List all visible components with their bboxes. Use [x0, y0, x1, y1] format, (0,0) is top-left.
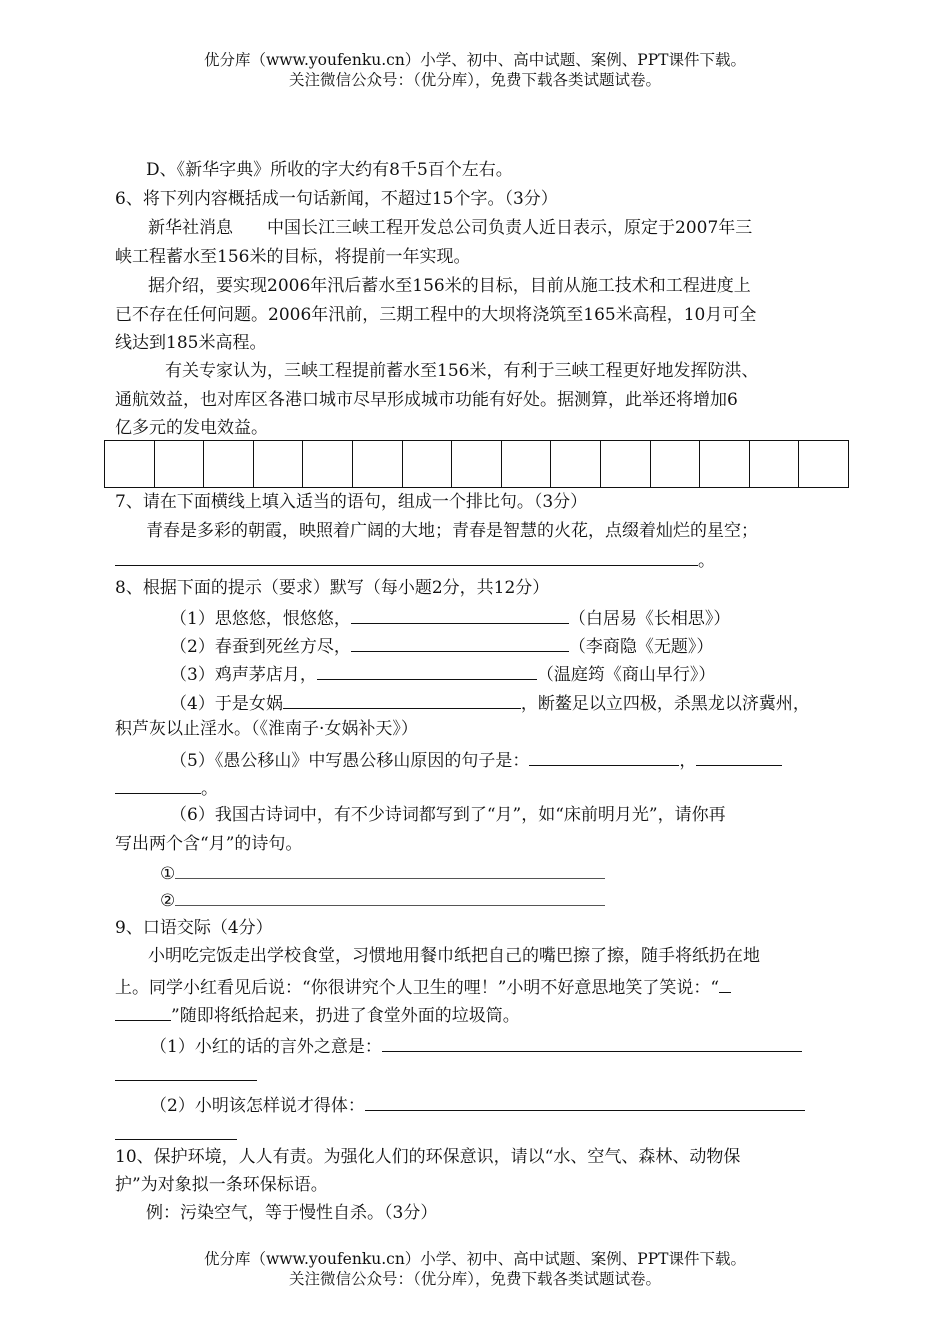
q8-item-5-blank-1[interactable] — [529, 747, 679, 766]
grid-cell[interactable] — [253, 441, 303, 488]
grid-cell[interactable] — [650, 441, 700, 488]
grid-cell[interactable] — [600, 441, 650, 488]
q9-story-text-3: ”随即将纸拾起来，扔进了食堂外面的垃圾筒。 — [171, 1006, 520, 1026]
q6-news-line: 据介绍，要实现2006年汛后蓄水至156米的目标，目前从施工技术和工程进度上 — [148, 276, 751, 296]
q8-item-4-pre: （4）于是女娲 — [170, 694, 283, 714]
q10-line-1: 10、保护环境，人人有责。为强化人们的环保意识，请以“水、空气、森林、动物保 — [115, 1147, 741, 1167]
q9-story-line — [115, 974, 731, 999]
q6-news-line: 通航效益，也对库区各港口城市尽早形成城市功能有好处。据测算，此举还将增加6 — [115, 390, 738, 410]
q9-sub-1-blank[interactable] — [382, 1033, 802, 1052]
q6-news-line: 亿多元的发电效益。 — [115, 418, 268, 438]
q7-prompt: 7、请在下面横线上填入适当的语句，组成一个排比句。（3分） — [115, 492, 588, 512]
q8-item-2 — [170, 633, 713, 658]
grid-cell[interactable] — [749, 441, 799, 488]
q9-sub-1 — [150, 1033, 802, 1058]
q8-item-6-blank-1[interactable] — [175, 862, 605, 879]
q8-item-2-pre: （2）春蚕到死丝方尽， — [170, 637, 351, 657]
q7-text: 青春是多彩的朝霞，映照着广阔的大地；青春是智慧的火花，点缀着灿烂的星空； — [146, 521, 758, 541]
q8-item-6-answer-1 — [160, 862, 605, 885]
q9-prompt: 9、口语交际（4分） — [115, 918, 273, 938]
q8-item-1-post: （白居易《长相思》） — [568, 609, 731, 629]
footer-line-2: 关注微信公众号：（优分库），免费下载各类试题试卷。 — [288, 1270, 661, 1288]
grid-cell[interactable] — [105, 441, 155, 488]
q8-item-5-mid: ， — [679, 751, 697, 771]
q8-item-5-cont — [115, 775, 218, 800]
q7-end: 。 — [698, 551, 715, 571]
grid-cell[interactable] — [700, 441, 750, 488]
q6-news-line: 有关专家认为，三峡工程提前蓄水至156米，有利于三峡工程更好地发挥防洪、 — [165, 361, 759, 381]
q10-line-2: 护”为对象拟一条环保标语。 — [115, 1175, 328, 1195]
q6-news-line: 峡工程蓄水至156米的目标，将提前一年实现。 — [115, 247, 471, 267]
page-header — [0, 50, 950, 90]
q8-item-5 — [170, 747, 782, 772]
q7-answer-line — [115, 547, 715, 572]
q9-sub-2-cont — [115, 1121, 237, 1146]
header-line-2: 关注微信公众号：（优分库），免费下载各类试题试卷。 — [288, 71, 661, 89]
q8-item-5-blank-3[interactable] — [115, 775, 201, 794]
grid-cell[interactable] — [154, 441, 204, 488]
q7-blank[interactable] — [115, 547, 698, 566]
q9-story-text: 上。同学小红看见后说：“你很讲究个人卫生的哩！”小明不好意思地笑了笑说：“ — [115, 978, 720, 998]
page-footer — [0, 1249, 950, 1289]
q8-item-3-post: （温庭筠《商山早行》） — [536, 665, 716, 685]
q9-story-line: 小明吃完饭走出学校食堂，习惯地用餐巾纸把自己的嘴巴擦了擦，随手将纸扔在地 — [148, 946, 760, 966]
q9-sub-2-blank-2[interactable] — [115, 1121, 237, 1140]
q8-item-1 — [170, 605, 730, 630]
q8-item-1-blank[interactable] — [351, 605, 569, 624]
header-line-1: 优分库（www.youfenku.cn）小学、初中、高中试题、案例、PPT课件下载。 — [203, 51, 747, 69]
q5-option-d: D、《新华字典》所收的字大约有8千5百个左右。 — [146, 160, 513, 180]
q8-item-6-mark-1: ① — [160, 864, 176, 884]
grid-cell[interactable] — [551, 441, 601, 488]
q8-item-3 — [170, 661, 715, 686]
q8-item-4-blank[interactable] — [283, 690, 521, 709]
q6-news-line: 新华社消息 中国长江三峡工程开发总公司负责人近日表示，原定于2007年三 — [148, 218, 753, 238]
q8-item-6-blank-2[interactable] — [175, 889, 605, 906]
q9-story-line — [115, 1002, 520, 1027]
grid-cell[interactable] — [402, 441, 452, 488]
q8-item-2-blank[interactable] — [351, 633, 569, 652]
q8-item-4-post: ，断鳌足以立四极，杀黑龙以济冀州， — [520, 694, 810, 714]
q10-example: 例：污染空气，等于慢性自杀。（3分） — [146, 1203, 438, 1223]
q9-sub-1-label: （1）小红的话的言外之意是： — [150, 1037, 382, 1057]
q8-item-3-blank[interactable] — [317, 661, 537, 680]
grid-cell[interactable] — [501, 441, 551, 488]
q8-item-6-mark-2: ② — [160, 891, 176, 911]
q8-item-4-line-2: 积芦灰以止淫水。（《淮南子·女娲补天》） — [115, 719, 418, 739]
grid-cell[interactable] — [799, 441, 849, 488]
q8-item-5-pre: （5）《愚公移山》中写愚公移山原因的句子是： — [170, 751, 530, 771]
q8-item-2-post: （李商隐《无题》） — [568, 637, 714, 657]
q9-sub-2-label: （2）小明该怎样说才得体： — [150, 1096, 365, 1116]
q9-blank-end[interactable] — [115, 1002, 171, 1021]
footer-line-1: 优分库（www.youfenku.cn）小学、初中、高中试题、案例、PPT课件下载。 — [203, 1250, 747, 1268]
q8-item-6-answer-2 — [160, 889, 605, 912]
q8-item-3-pre: （3）鸡声茅店月， — [170, 665, 317, 685]
grid-cell[interactable] — [452, 441, 502, 488]
q8-item-6-line-2: 写出两个含“月”的诗句。 — [115, 834, 303, 854]
q9-sub-2 — [150, 1092, 805, 1117]
q6-news-line: 线达到185米高程。 — [115, 333, 267, 353]
grid-cell[interactable] — [352, 441, 402, 488]
q8-item-5-blank-2[interactable] — [696, 747, 782, 766]
grid-cell[interactable] — [204, 441, 254, 488]
q8-item-4 — [170, 690, 810, 715]
q8-item-1-pre: （1）思悠悠，恨悠悠， — [170, 609, 351, 629]
grid-cell[interactable] — [303, 441, 353, 488]
q8-item-5-end: 。 — [201, 779, 218, 799]
q9-sub-1-cont — [115, 1062, 257, 1087]
q6-prompt: 6、将下列内容概括成一句话新闻，不超过15个字。（3分） — [115, 189, 558, 209]
q8-prompt: 8、根据下面的提示（要求）默写（每小题2分，共12分） — [115, 578, 550, 598]
q6-news-line: 已不存在任何问题。2006年汛前，三期工程中的大坝将浇筑至165米高程，10月可全 — [115, 305, 757, 325]
q9-blank-start[interactable] — [719, 974, 731, 993]
q8-item-6: （6）我国古诗词中，有不少诗词都写到了“月”，如“床前明月光”，请你再 — [170, 805, 726, 825]
q9-sub-1-blank-2[interactable] — [115, 1062, 257, 1081]
answer-grid — [104, 440, 849, 488]
q9-sub-2-blank[interactable] — [365, 1092, 805, 1111]
